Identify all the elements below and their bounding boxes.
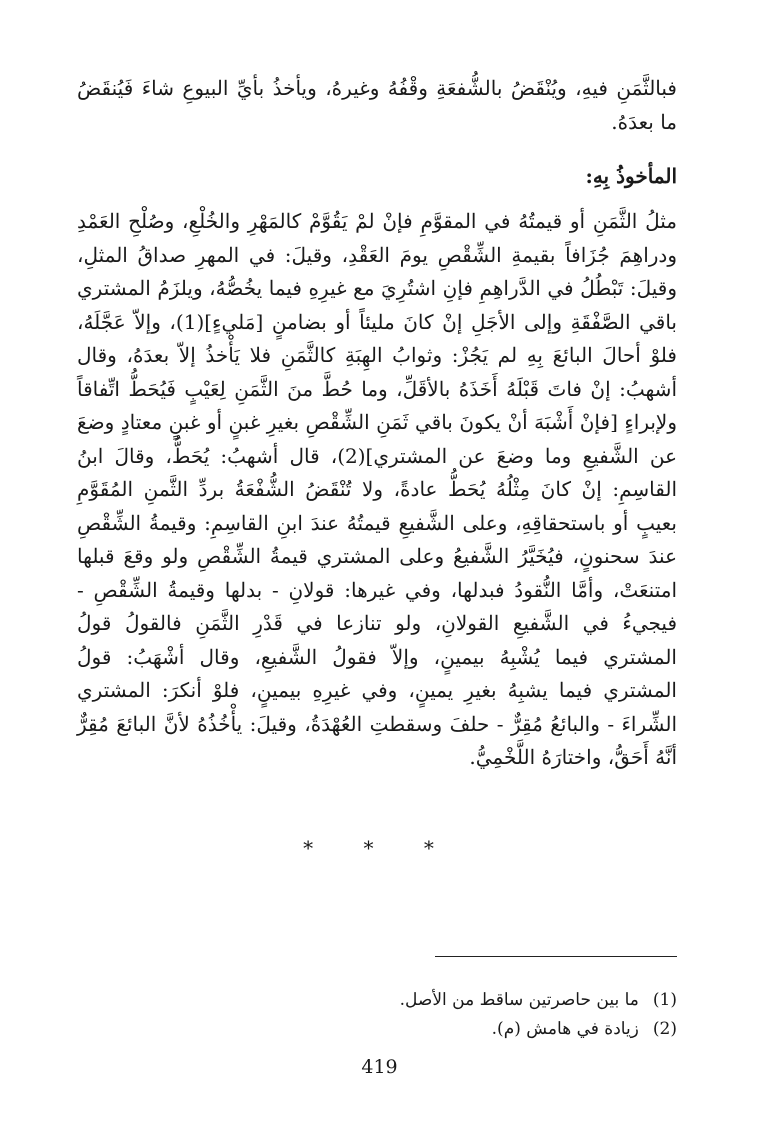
footnote-number: (1) — [652, 990, 677, 1010]
paragraph-main: مثلُ الثَّمَنِ أو قيمتُهُ في المقوَّمِ فإنْ لمْ يَقُوَّمْ كالمَهْرِ والخُلْعِ، وصُلْحِ العَمْدِ ودراهِمَ جُزَافاً بقيمةِ الشِّقْصِ يومَ العَقْدِ، وقيلَ: في المهرِ صداقُ المثلِ، وقيلَ: تَبْطُلُ في الدَّراهِمِ فإنِ اشتُرِيَ مع غيرِهِ فيما يخُصُّهُ، ويلزَمُ المشتري باقي الصَّفْقَةِ وإلى الأجَلِ إنْ كانَ مليئاً أو بضامنٍ [مَليءٍ](1)، وإلاّ عَجَّلَهُ، فلوْ أحالَ البائعَ بِهِ لم يَجُزْ: وثوابُ الهِبَةِ كالثَّمَنِ فلا يَأْخذُ إلاّ بعدَهُ، وقال أشهبُ: إنْ فاتَ قَبْلَهُ أَخَذَهُ بالأقَلِّ، وما حُطَّ منَ الثَّمَنِ لِعَيْبٍ فَيُحَطُّ اتِّفاقاً ولإبراءٍ [فإنْ أَشْبَهَ أنْ يكونَ باقي ثَمَنِ الشِّقْصِ بغيرِ غبنٍ أو غبنٍ معتادٍ وضعَ عن الشَّفيعِ وما وضعَ عن المشتري](2)، قال أشهبُ: يُحَطُّ، وقالَ ابنُ القاسِمِ: إنْ كانَ مِثْلُهُ يُحَطُّ عادةً، ولا تُنْقَضُ الشُّفْعَةُ بردِّ الثَّمنِ المُقَوَّمِ بعيبٍ أو باستحقاقِهِ، وعلى الشَّفيعِ قيمتُهُ عندَ ابنِ القاسِمِ: وقيمةُ الشِّقْصِ عندَ سحنونٍ، فيُخَيَّرُ الشَّفيعُ وعلى المشتري قيمةُ الشِّقْصِ ولو وقعَ قبلها امتنعَتْ، وأمَّا النُّقودُ فبدلها، وفي غيرها: قولانِ - بدلها وقيمةُ الشِّقْصِ - فيجيءُ في الشَّفيعِ القولانِ، ولو تنازعا في قَدْرِ الثَّمَنِ فالقولُ قولُ المشتري فيما يُشْبِهُ بيمينٍ، وإلاّ فقولُ الشَّفيعِ، وقال أشْهَبُ: قولُ المشتري فيما يشبِهُ بغيرِ يمينٍ، وفي غيرِهِ بيمينٍ، فلوْ أنكرَ: المشتري الشِّراءَ - والبائعُ مُقِرٌّ - حلفَ وسقطتِ العُهْدَةُ، وقيلَ: يأْخُذُهُ لأنَّ البائعَ مُقِرٌّ أنَّهُ أَحَقُّ، واختارَهُ اللَّخْمِيُّ. — [77, 209, 678, 769]
section-divider-ornament: * * * — [303, 836, 456, 860]
footnote-text: زيادة في هامش (م). — [491, 1019, 639, 1039]
footnote-2 — [400, 1015, 677, 1044]
footnote-text: ما بين حاصرتين ساقط من الأصل. — [399, 990, 639, 1010]
footnotes — [400, 986, 677, 1044]
footnote-number: (2) — [652, 1019, 677, 1039]
page-number: 419 — [361, 1056, 398, 1078]
paragraph-intro: فبالثَّمَنِ فيهِ، ويُنْقَضُ بالشُّفعَةِ وقْفُهُ وغيرهُ، ويأخذُ بأيِّ البيوعِ شاءَ فَيُنقَضُ ما بعدَهُ. — [77, 76, 677, 134]
footnote-separator-rule — [435, 956, 677, 957]
footnote-1 — [400, 986, 677, 1015]
section-heading: المأخوذُ بِهِ: — [585, 164, 677, 188]
